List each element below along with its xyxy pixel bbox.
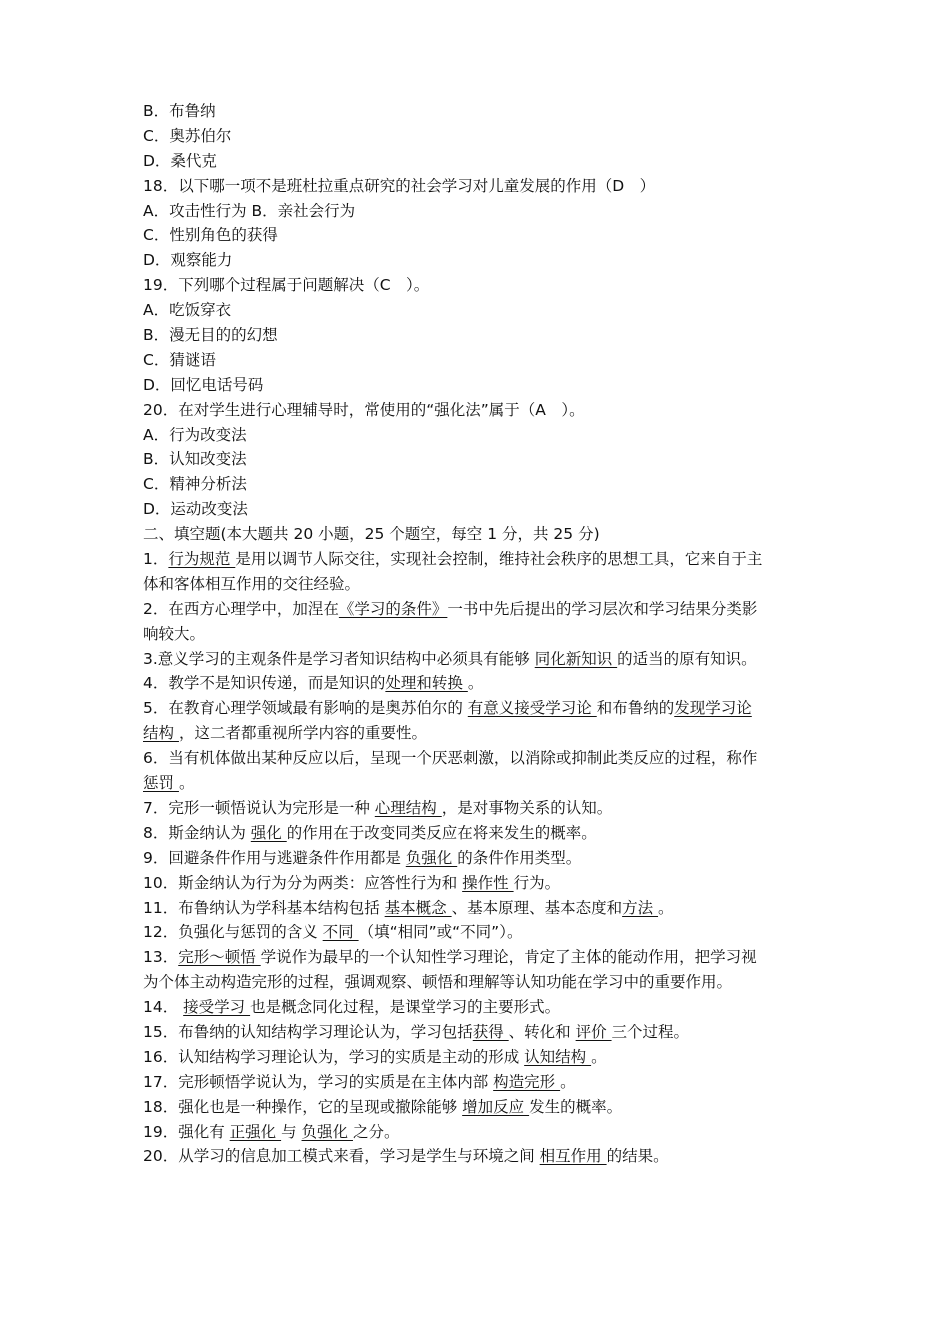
answer-blank: 惩罚 <box>143 774 179 793</box>
line-text: B．漫无目的的幻想 <box>143 326 278 345</box>
text-line <box>143 871 815 896</box>
text-line <box>143 149 815 174</box>
line-text: 11．布鲁纳认为学科基本结构包括 <box>143 898 385 917</box>
text-line <box>143 348 815 373</box>
line-text: 18．强化也是一种操作，它的呈现或撤除能够 <box>143 1097 463 1116</box>
answer-blank: 认知结构 <box>524 1047 592 1066</box>
line-text: 。 <box>467 674 484 693</box>
answer-blank: 完形～顿悟 <box>178 948 261 967</box>
answer-blank: 发现学习论 <box>674 699 752 718</box>
text-line <box>143 671 815 696</box>
answer-blank: 操作性 <box>462 873 514 892</box>
text-line <box>143 547 815 572</box>
line-text: D．运动改变法 <box>143 500 248 519</box>
line-text: （填“相同”或“不同”）。 <box>358 923 523 942</box>
line-text: 9．回避条件作用与逃避条件作用都是 <box>143 848 406 867</box>
line-text: 的适当的原有知识。 <box>617 649 757 668</box>
text-line <box>143 373 815 398</box>
line-text: D．回忆电话号码 <box>143 375 264 394</box>
line-text: 3.意义学习的主观条件是学习者知识结构中必须具有能够 <box>143 649 535 668</box>
text-line <box>143 99 815 124</box>
line-text: 为个体主动构造完形的过程，强调观察、顿悟和理解等认知功能在学习中的重要作用。 <box>143 973 733 992</box>
text-line <box>143 970 815 995</box>
line-text: 的条件作用类型。 <box>457 848 582 867</box>
line-text: 5．在教育心理学领域最有影响的是奥苏伯尔的 <box>143 699 468 718</box>
line-text: 20．在对学生进行心理辅导时，常使用的“强化法”属于（A ）。 <box>143 400 585 419</box>
answer-blank: 负强化 <box>405 848 458 867</box>
line-text: 二、填空题(本大题共 20 小题，25 个题空，每空 1 分，共 25 分) <box>143 525 600 544</box>
line-text: C．精神分析法 <box>143 475 247 494</box>
text-line <box>143 124 815 149</box>
text-line <box>143 1045 815 1070</box>
answer-blank: 有意义接受学习论 <box>467 699 597 718</box>
line-text: 15．布鲁纳的认知结构学习理论认为，学习包括 <box>143 1022 473 1041</box>
text-line <box>143 497 815 522</box>
line-text: 1． <box>143 550 169 569</box>
text-line <box>143 920 815 945</box>
text-line <box>143 597 815 622</box>
line-text: B．布鲁纳 <box>143 102 216 120</box>
line-text: 发生的概率。 <box>529 1097 623 1116</box>
text-line <box>143 1095 815 1120</box>
answer-blank: 行为规范 <box>168 550 236 569</box>
text-line <box>143 771 815 796</box>
text-line <box>143 647 815 672</box>
line-text: 6．当有机体做出某种反应以后，呈现一个厌恶刺激，以消除或抑制此类反应的过程，称作 <box>143 749 758 768</box>
line-text: 一书中先后提出的学习层次和学习结果分类影 <box>447 599 758 618</box>
line-text: C．性别角色的获得 <box>143 226 278 245</box>
text-line <box>143 522 815 547</box>
answer-blank: 相互作用 <box>539 1147 607 1166</box>
text-line <box>143 1120 815 1145</box>
answer-blank: 构造完形 <box>493 1072 561 1091</box>
text-line <box>143 995 815 1020</box>
line-text: 学说作为最早的一个认知性学习理论，肯定了主体的能动作用，把学习视 <box>260 948 757 967</box>
text-line <box>143 199 815 224</box>
line-text: 和布鲁纳的 <box>596 699 675 718</box>
answer-blank: 基本概念 <box>384 898 452 917</box>
line-text: 12．负强化与惩罚的含义 <box>143 923 323 942</box>
answer-blank: 《学习的条件》 <box>338 599 448 618</box>
line-text: 13． <box>143 948 179 967</box>
text-line <box>143 696 815 721</box>
answer-blank: 正强化 <box>229 1122 282 1141</box>
line-text: C．猜谜语 <box>143 350 216 369</box>
line-text: D．桑代克 <box>143 151 217 170</box>
text-line <box>143 746 815 771</box>
line-text: ，是对事物关系的认知。 <box>441 798 613 817</box>
line-text: ，这二者都重视所学内容的重要性。 <box>178 724 427 743</box>
answer-blank: 心理结构 <box>374 798 442 817</box>
text-line <box>143 896 815 921</box>
line-text: 的作用在于改变同类反应在将来发生的概率。 <box>286 823 597 842</box>
line-text: A．行为改变法 <box>143 425 247 444</box>
answer-blank: 同化新知识 <box>534 649 618 668</box>
text-line <box>143 796 815 821</box>
line-text: 。 <box>560 1072 576 1091</box>
text-line <box>143 1144 815 1169</box>
line-text: 18．以下哪一项不是班杜拉重点研究的社会学习对儿童发展的作用（D ） <box>143 176 656 195</box>
line-text: 与 <box>281 1122 302 1141</box>
line-text: A．攻击性行为 B．亲社会行为 <box>143 201 356 220</box>
text-line <box>143 945 815 970</box>
line-text: 19．下列哪个过程属于问题解决（C ）。 <box>143 276 430 295</box>
text-line <box>143 248 815 273</box>
line-text: 4．教学不是知识传递，而是知识的 <box>143 674 386 693</box>
text-line <box>143 1020 815 1045</box>
line-text: 三个过程。 <box>611 1022 690 1041</box>
text-line <box>143 323 815 348</box>
line-text: 8．斯金纳认为 <box>143 823 251 842</box>
answer-blank: 增加反应 <box>462 1097 530 1116</box>
line-text: 2．在西方心理学中，加涅在 <box>143 599 339 618</box>
line-text: 体和客体相互作用的交往经验。 <box>143 574 361 593</box>
text-line <box>143 447 815 472</box>
line-text: 行为。 <box>513 873 561 892</box>
line-text: 也是概念同化过程，是课堂学习的主要形式。 <box>250 998 561 1017</box>
answer-blank: 结构 <box>143 724 179 743</box>
line-text: 响较大。 <box>143 624 206 643</box>
line-text: 17．完形顿悟学说认为，学习的实质是在主体内部 <box>143 1072 494 1091</box>
line-text: B．认知改变法 <box>143 450 247 469</box>
text-line <box>143 298 815 323</box>
text-line <box>143 398 815 423</box>
line-text: 19．强化有 <box>143 1122 230 1141</box>
line-text: 14． <box>143 998 184 1017</box>
answer-blank: 负强化 <box>301 1122 353 1141</box>
line-text: A．吃饭穿衣 <box>143 301 232 320</box>
answer-blank: 方法 <box>622 898 659 917</box>
text-line <box>143 223 815 248</box>
line-text: 、基本原理、基本态度和 <box>451 898 623 917</box>
line-text: 。 <box>178 774 195 793</box>
text-line <box>143 846 815 871</box>
text-line <box>143 721 815 746</box>
line-text: D．观察能力 <box>143 251 233 270</box>
line-text: C．奥苏伯尔 <box>143 126 232 145</box>
line-text: 16．认知结构学习理论认为，学习的实质是主动的形成 <box>143 1047 525 1066</box>
text-line <box>143 572 815 597</box>
answer-blank: 获得 <box>472 1022 509 1041</box>
line-text: 10．斯金纳认为行为分为两类：应答性行为和 <box>143 873 463 892</box>
document-page <box>143 99 815 1169</box>
text-line <box>143 622 815 647</box>
line-text: 7．完形一顿悟说认为完形是一种 <box>143 798 375 817</box>
line-text: 、转化和 <box>508 1022 576 1041</box>
line-text: 是用以调节人际交往，实现社会控制，维持社会秩序的思想工具，它来自于主 <box>235 550 763 569</box>
line-text: 之分。 <box>352 1122 400 1141</box>
line-text: 。 <box>591 1047 607 1066</box>
line-text: 的结果。 <box>606 1147 669 1166</box>
answer-blank: 不同 <box>322 923 359 942</box>
answer-blank: 处理和转换 <box>385 674 468 693</box>
text-line <box>143 821 815 846</box>
answer-blank: 接受学习 <box>183 998 251 1017</box>
text-line <box>143 174 815 199</box>
text-line <box>143 423 815 448</box>
text-line <box>143 273 815 298</box>
line-text: 20．从学习的信息加工模式来看，学习是学生与环境之间 <box>143 1147 540 1166</box>
answer-blank: 评价 <box>575 1022 612 1041</box>
text-line <box>143 472 815 497</box>
line-text: 。 <box>658 898 674 917</box>
answer-blank: 强化 <box>250 823 287 842</box>
text-line <box>143 1070 815 1095</box>
